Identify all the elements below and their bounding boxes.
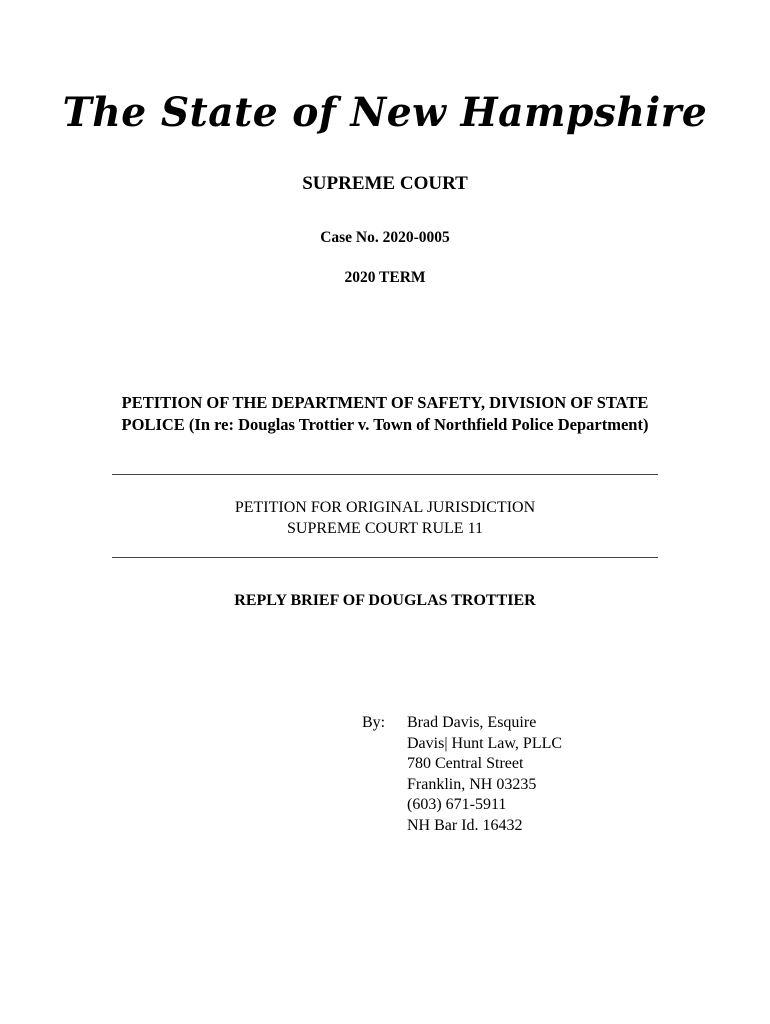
- city-state-zip: Franklin, NH 03235: [407, 775, 537, 793]
- signature-block: [362, 713, 562, 836]
- jurisdiction-block: [0, 497, 770, 539]
- divider-bottom: [112, 557, 658, 558]
- law-firm: Davis| Hunt Law, PLLC: [407, 734, 563, 752]
- signature-lines: [407, 713, 562, 836]
- street-address: 780 Central Street: [407, 755, 524, 772]
- masthead-title: The State of New Hampshire: [62, 89, 708, 136]
- signature-by-label: By:: [362, 714, 386, 731]
- case-number: Case No. 2020-0005: [320, 229, 450, 246]
- phone-number: (603) 671-5911: [407, 796, 507, 813]
- brief-title: REPLY BRIEF OF DOUGLAS TROTTIER: [234, 592, 536, 609]
- bar-id: NH Bar Id. 16432: [407, 816, 523, 834]
- jurisdiction-line-2: SUPREME COURT RULE 11: [287, 520, 483, 537]
- attorney-name: Brad Davis, Esquire: [407, 714, 537, 731]
- court-term: 2020 TERM: [344, 269, 426, 286]
- jurisdiction-line-1: PETITION FOR ORIGINAL JURISDICTION: [234, 499, 536, 516]
- court-name: SUPREME COURT: [302, 173, 468, 194]
- petition-caption-line-1: PETITION OF THE DEPARTMENT OF SAFETY, DIVISION OF STATE: [121, 393, 649, 412]
- petition-caption: [0, 392, 770, 436]
- divider-top: [112, 474, 658, 475]
- petition-caption-line-2: POLICE (In re: Douglas Trottier v. Town of Northfield Police Department): [121, 415, 649, 434]
